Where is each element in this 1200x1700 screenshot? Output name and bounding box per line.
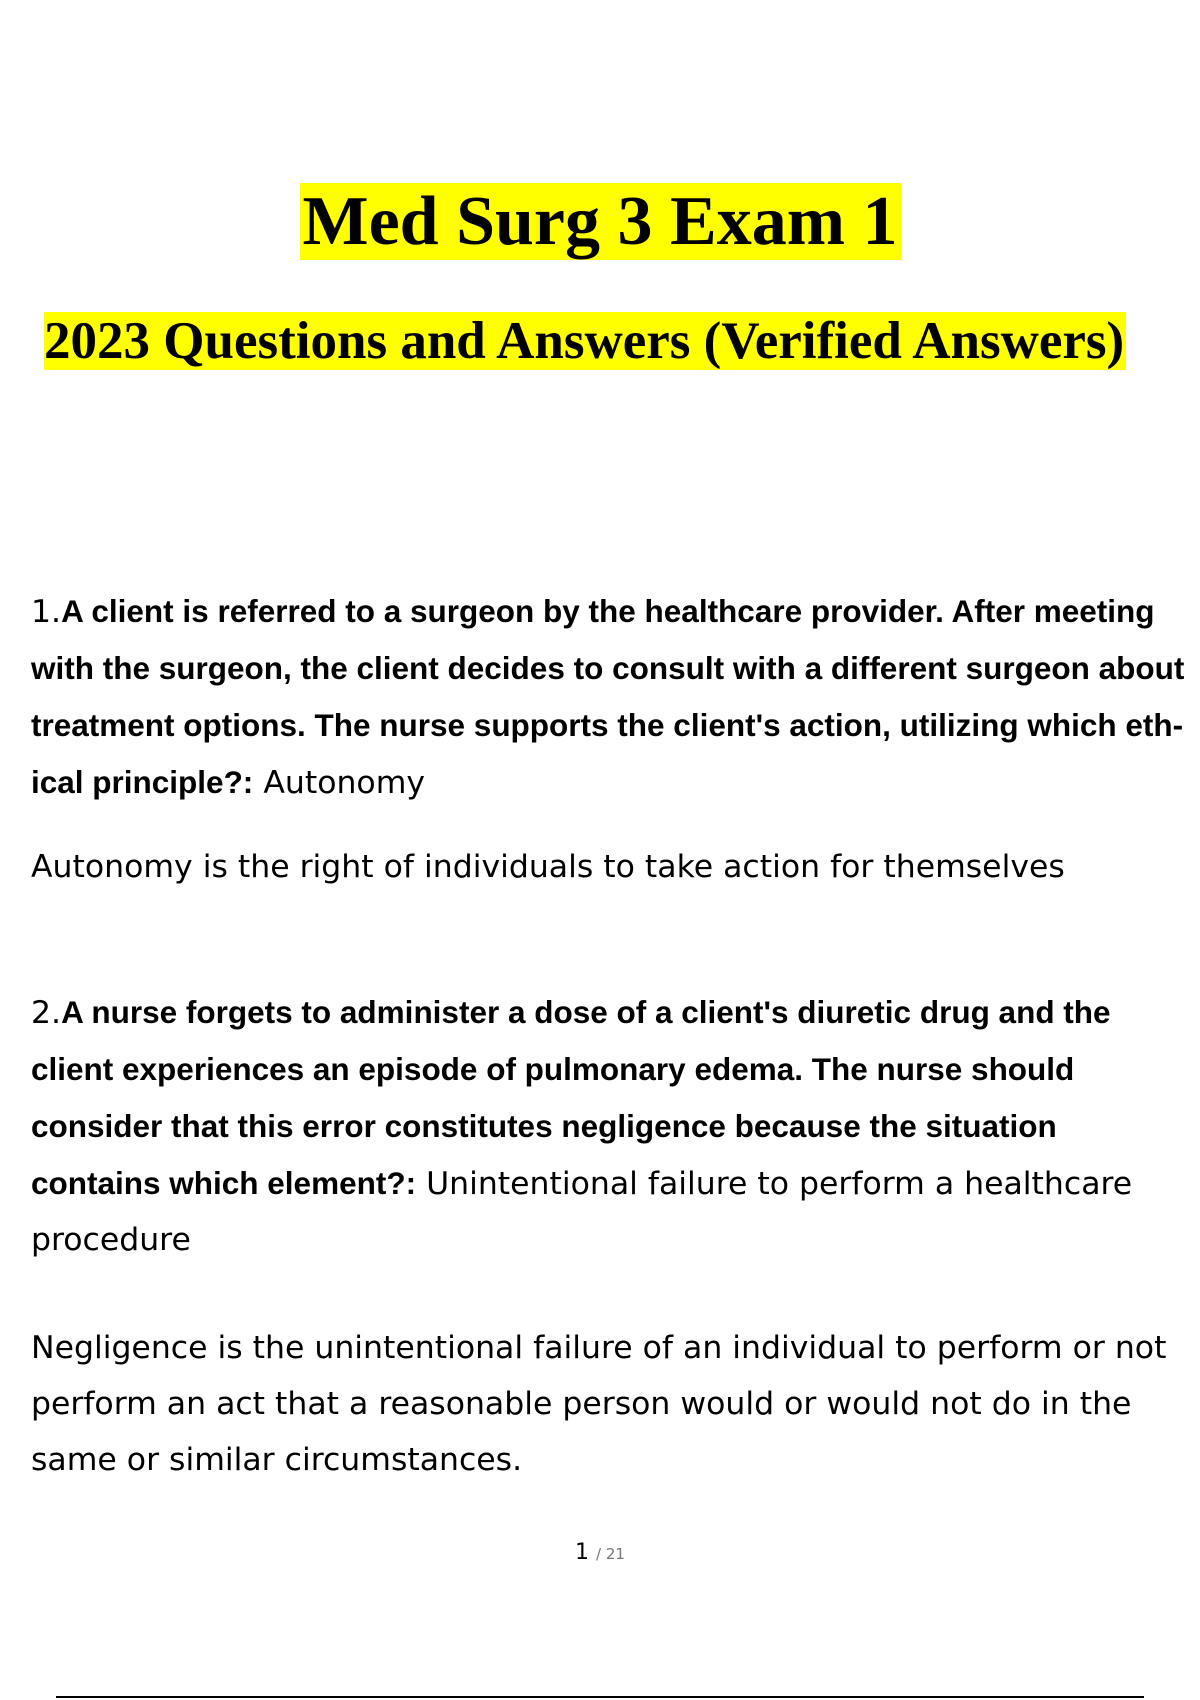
explanation-1: Autonomy is the right of individuals to take action for themselves — [31, 849, 1065, 885]
page-current: 1 — [575, 1540, 590, 1565]
page-indicator — [0, 1540, 1200, 1565]
explanation-2: Negligence is the unintentional failure of an individual to perform or not perform an act that a reasonable person would or would not do in the same or similar circumstances. — [31, 1330, 1167, 1478]
page-total: / 21 — [596, 1545, 625, 1563]
document-subtitle-text: 2023 Questions and Answers (Verified Answers) — [44, 312, 1125, 370]
question-answer: Autonomy — [253, 765, 426, 801]
footer-divider — [56, 1696, 1144, 1698]
question-1 — [31, 583, 1191, 811]
document-title-text: Med Surg 3 Exam 1 — [300, 183, 901, 260]
document-title — [0, 182, 1200, 262]
question-number: 1. — [31, 594, 62, 630]
question-number: 2. — [31, 995, 62, 1031]
question-text: A nurse forgets to administer a dose of a client's diuretic drug and the client experiences an episode of pulmonary edema. The nurse should consider that this error constitutes negligence because the situation contains which element?: — [31, 994, 1111, 1201]
document-subtitle — [44, 309, 1126, 373]
question-text: A client is referred to a surgeon by the healthcare provider. After meeting with the surgeon, the client decides to consult with a different surgeon about treatment options. The nurse supports the client's action, utilizing which eth- ical principle?: — [31, 593, 1185, 800]
question-2 — [31, 984, 1191, 1268]
question-answer: Unintentional failure to perform a healthcare procedure — [31, 1166, 1133, 1258]
